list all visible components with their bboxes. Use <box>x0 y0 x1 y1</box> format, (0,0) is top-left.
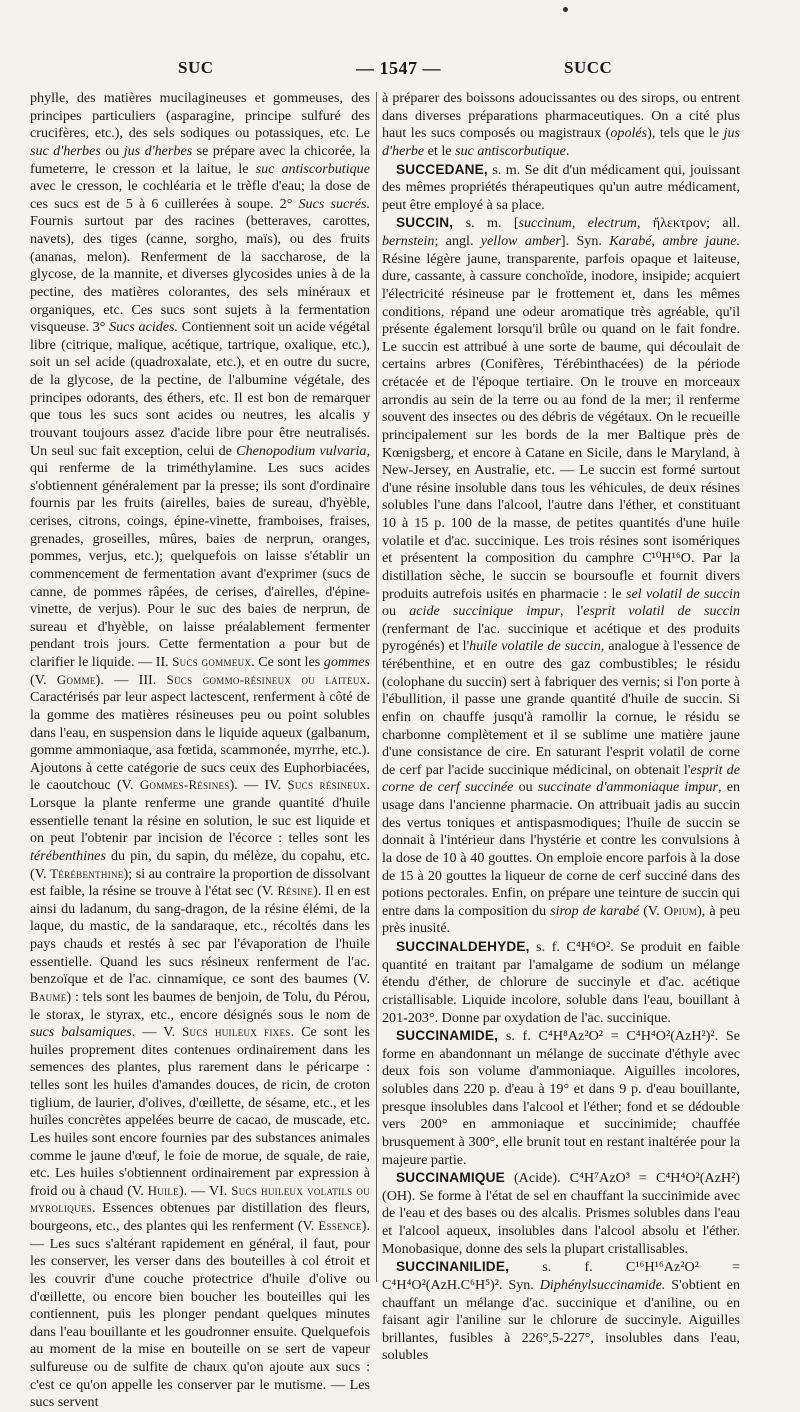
entry-succedane: SUCCEDANE, s. m. Se dit d'un médicament qui, jouissant des mêmes propriétés thérapeutiques qu'un autre médicament, peut être employé à sa place. <box>382 161 740 213</box>
entry-succinanilide: SUCCINANILIDE, s. f. C¹⁶H¹⁶Az²O² = C⁴H⁴O²(AzH.C⁶H⁵)². Syn. Diphénylsuccinamide. S'obtient en chauffant un mélange d'ac. succinique et d'aniline, ou en faisant agir l'aniline sur le chlorure de succinyle. Aiguilles brillantes, fusibles à 226°,5-227°, insolubles dans l'eau, solubles <box>382 1259 740 1364</box>
entry-succin: SUCCIN, s. m. [succinum, electrum, ἤλεκτρον; all. bernstein; angl. yellow amber]. Syn. Karabé, ambre jaune. Résine légère jaune, transparente, parfois opaque et laiteuse, dure, cassante, à cassure conchoïde, inodore, insipide; acquiert l'électricité résineuse par le frottement et, dans les mêmes conditions, répand une odeur aromatique très agréable, qu'il présente également lorsqu'il brûle ou quand on le fait fondre. Le succin est attribué à une sorte de baume, qui découlait de certains arbres (Conifères, Térébinthacées) de la période crétacée et de l'époque tertiaire. On le trouve en morceaux arrondis au sein de la terre ou au fond de la mer; il renferme souvent des insectes ou des débris de végétaux. On le recueille principalement sur les bords de la mer Baltique près de Kœnigsberg, et encore à Catane en Sicile, dans le Maryland, à New-Jersey, en Australie, etc. — Le succin est formé surtout d'une résine insoluble dans tous les véhicules, de deux résines solubles l'une dans l'alcool, l'autre dans l'éther, et constituant 10 à 15 p. 100 de la masse, de petites quantités d'une huile volatile et d'ac. succinique. Les trois résines sont isomériques et présentent la composition du camphre C¹⁰H¹⁶O. Par la distillation sèche, le succin se boursoufle et fournit divers produits autrefois usités en pharmacie : le sel volatil de succin ou acide succinique impur, l'esprit volatil de succin (renfermant de l'ac. succinique et acétique et des produits pyrogénés) et l'huile volatile de succin, analogue à l'essence de térébenthine, et en outre des gaz combustibles; le résidu (colophane du succin) sert à fabriquer des vernis; si l'on porte à l'ébullition, il passe une grande quantité d'huile de succin. Si enfin on chauffe jusqu'à ramollir la cornue, le résidu se charbonne complètement et il se sublime une matière jaune d'une consistance de cire. En saturant l'esprit volatil de corne de cerf par l'acide succinique médicinal, on obtenait l'esprit de corne de cerf succinée ou succinate d'ammoniaque impur, en usage dans l'ancienne pharmacie. On attribuait jadis au succin des vertus toniques et antispasmodiques; l'huile de succin se donnait à l'intérieur dans l'hystérie et contre les convulsions à la dose de 10 à 40 gouttes. On emploie encore parfois à la dose de 15 à 20 gouttes la liqueur de corne de cerf succiné dans des potions pectorales. Enfin, on prépare une teinture de succin qui entre dans la composition du sirop de karabé (V. Opium), à peu près inusité. <box>382 215 741 937</box>
header-right-word: SUCC <box>564 58 613 77</box>
suc-entry-continuation: phylle, des matières mucilagineuses et gommeuses, des principes particuliers (asparagine, principe sulfuré des crucifères, etc.), des sels sodiques ou potassiques, etc. Le suc d'herbes ou jus d'herbes se prépare avec la chicorée, la fumeterre, le cresson et la laitue, le suc antiscorbutique avec le cresson, le cochléaria et le trèfle d'eau; la dose de ces sucs est de 5 à 6 cuillerées à soupe. 2° Sucs sucrés. Fournis surtout par des racines (betteraves, carottes, navets), des tiges (canne, sorgho, maïs), ou des fruits (ananas, melon). Renferment de la saccharose, de la glycose, de la mannite, et diverses glycosides unies à de la pectine, des matières colorantes, des sels minéraux et organiques, etc. Ces sucs sont sujets à la fermentation visqueuse. 3° Sucs acides. Contiennent soit un acide végétal libre (citrique, malique, acétique, tartrique, oxalique, etc.), soit un sel acide (quadroxalate, etc.), et en outre du sucre, de la glycose, de la pectine, de l'albumine végétale, des principes odorants, des éthers, etc. Il est bon de remarquer que tous les sucs sont acides ou neutres, les alcalis y trouvant toujours assez d'acide libre pour être neutralisés. Un seul suc fait exception, celui de Chenopodium vulvaria, qui renferme de la triméthylamine. Les sucs acides s'obtiennent généralement par la presse; ils sont d'ordinaire fournis par les fruits (airelles, baies de sureau, d'hyèble, cerises, citrons, coings, épine-vinette, framboises, fraises, grenades, groseilles, mûres, baies de nerprun, oranges, pommes, verjus, etc.); quelquefois on laisse s'établir un commencement de fermentation avant d'exprimer (sucs de canne, de pommes râpées, de cerises, d'airelles, d'épine-vinette, de verjus). Pour le suc des baies de nerprun, de sureau et d'hyèble, on laisse préalablement fermenter pendant trois jours. Cette fermentation a pour but de clarifier le liquide. — II. Sucs gommeux. Ce sont les gommes (V. Gomme). — III. Sucs gommo-résineux ou laiteux. Caractérisés par leur aspect lactescent, renferment à côté de la gomme des matières résineuses peu ou point solubles dans l'eau, en suspension dans le liquide aqueux (galbanum, gomme ammoniaque, asa fœtida, scammonée, myrrhe, etc.). Ajoutons à cette catégorie de sucs ceux des Euphorbiacées, le caoutchouc (V. Gommes-Résines). — IV. Sucs résineux. Lorsque la plante renferme une grande quantité d'huile essentielle tenant la résine en solution, le suc est liquide et on peut l'obtenir par incision de l'écorce : telles sont les térébenthines du pin, du sapin, du mélèze, du copahu, etc. (V. Térébenthine); si au contraire la proportion de dissolvant est faible, la résine se trouve à l'état sec (V. Résine). Il en est ainsi du ladanum, du sang-dragon, de la résine élémi, de la laque, du mastic, de la sandaraque, etc., récoltés dans les pays chauds et restés à sec par l'évaporation de l'huile essentielle. Quand les sucs résineux renferment de l'ac. benzoïque et de l'ac. cinnamique, ce sont des baumes (V. Baume) : tels sont les baumes de benjoin, de Tolu, du Pérou, le storax, le styrax, etc., encore désignés sous le nom de sucs balsamiques. — V. Sucs huileux fixes. Ce sont les huiles proprement dites contenues ordinairement dans les semences des plantes, plus rarement dans le péricarpe : telles sont les huiles d'amandes douces, de ricin, de croton tiglium, de laurier, d'olives, d'œillette, de sésame, etc., et les huiles concrètes appelées beurre de cacao, de muscade, etc. Les huiles sont encore fournies par des substances animales comme le jaune d'œuf, le foie de morue, de squale, de raie, etc. Les huiles s'obtiennent ordinairement par expression à froid ou à chaud (V. Huile). — VI. Sucs huileux volatils ou myroliques. Essences obtenues par distillation des fleurs, bourgeons, etc., des plantes qui les renferment (V. Essence). — Les sucs s'altérant rapidement en général, il faut, pour les conserver, les verser dans des bouteilles à col étroit et les couvrir d'une couche protectrice d'huile d'olive ou d'œillette, ou encore bien boucher les bouteilles qui les contiennent, puis les plonger pendant quelques minutes dans l'eau bouillante et les goudronner ensuite. Quelquefois au moment de la mise en bouteille on se sert de vapeur sulfureuse ou de sulfite de chaux qu'on ajoute aux sucs : c'est ce qu'on appelle les conserver par le mutisme. — Les sucs servent <box>30 90 371 1411</box>
suc-entry-end: à préparer des boissons adoucissantes ou des sirops, ou entrent dans diverses préparations pharmaceutiques. On a cité plus haut les sucs composés ou magistraux (opolés), tels que le jus d'herbe et le suc antiscorbutique. <box>382 90 741 159</box>
page-number: — 1547 — <box>356 58 441 78</box>
left-column <box>30 90 370 1412</box>
headword-succinanilide: SUCCINANILIDE, <box>396 1259 510 1275</box>
entry-succinaldehyde: SUCCINALDEHYDE, s. f. C⁴H⁶O². Se produit en faible quantité en traitant par l'amalgame de sodium un mélange étendu d'éther, de chlorure de succinyle et d'ac. acétique cristallisable. Liquide incolore, soluble dans l'eau, bouillant à 201-203°. Donne par oxydation de l'ac. succinique. <box>382 939 740 1026</box>
headword-succinamide: SUCCINAMIDE, <box>396 1028 499 1044</box>
headword-succedane: SUCCEDANE, <box>396 161 488 177</box>
ink-speck <box>563 7 568 12</box>
header-left-word: SUC <box>178 58 214 77</box>
right-column <box>382 90 740 1365</box>
headword-succinaldehyde: SUCCINALDEHYDE, <box>396 939 530 954</box>
column-divider <box>376 92 377 1282</box>
headword-succin: SUCCIN, <box>396 215 454 231</box>
headword-succinamique: SUCCINAMIQUE <box>396 1170 505 1186</box>
running-header <box>28 56 772 86</box>
entry-succinamide: SUCCINAMIDE, s. f. C⁴H⁸Az²O² = C⁴H⁴O²(AzH²)². Se forme en abandonnant un mélange de succinate d'éthyle avec deux fois son volume d'ammoniaque. Aiguilles incolores, solubles dans 220 p. d'eau à 19° et dans 9 p. d'eau bouillante, presque insolubles dans l'alcool et l'éther; fond et se dédouble vers 200° en ammoniaque et succinimide; chauffée brusquement à 300°, elle brunit tout en restant inaltérée pour la majeure partie. <box>382 1028 740 1168</box>
entry-succinamique: SUCCINAMIQUE (Acide). C⁴H⁷AzO³ = C⁴H⁴O²(AzH²)(OH). Se forme à l'état de sel en chauffant la succinimide avec de l'eau et des bases ou des alcalis. Prismes solubles dans l'eau et l'alcool aqueux, insolubles dans l'alcool absolu et l'éther. Monobasique, donne des sels la plupart cristallisables. <box>382 1170 740 1257</box>
